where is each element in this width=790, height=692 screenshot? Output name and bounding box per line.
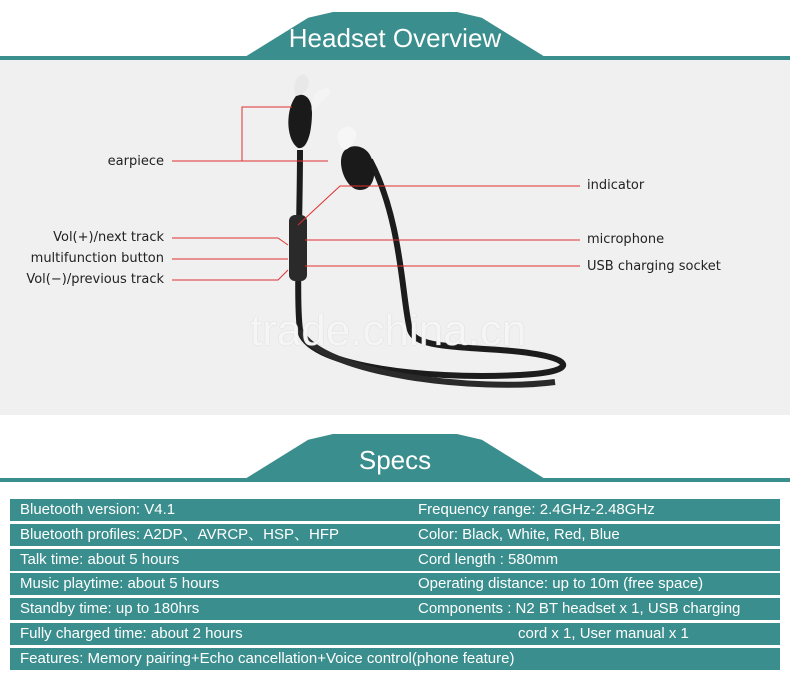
spec-cell-left: Features: Memory pairing+Echo cancellation+Voice control(phone feature) bbox=[20, 650, 515, 667]
label-indicator: indicator bbox=[587, 178, 645, 193]
spec-row bbox=[10, 549, 780, 571]
spec-cell-left: Bluetooth profiles: A2DP、AVRCP、HSP、HFP bbox=[20, 526, 340, 543]
spec-cell-left: Talk time: about 5 hours bbox=[20, 551, 180, 568]
label-vol-down: Vol(−)/previous track bbox=[26, 272, 164, 287]
label-multifunction-button: multifunction button bbox=[30, 251, 164, 266]
label-usb-charging-socket: USB charging socket bbox=[587, 259, 721, 274]
spec-row bbox=[10, 524, 780, 546]
spec-cell-right: cord x 1, User manual x 1 bbox=[518, 625, 689, 642]
spec-row bbox=[10, 648, 780, 670]
spec-cell-right: Color: Black, White, Red, Blue bbox=[418, 526, 620, 543]
label-vol-up: Vol(+)/next track bbox=[53, 230, 164, 245]
spec-cell-right: Operating distance: up to 10m (free space) bbox=[418, 575, 704, 592]
callout-lines bbox=[172, 107, 580, 280]
specs-title: Specs bbox=[358, 445, 432, 475]
left-earbud bbox=[288, 75, 330, 149]
spec-cell-left: Fully charged time: about 2 hours bbox=[20, 625, 243, 642]
label-earpiece: earpiece bbox=[107, 154, 164, 169]
spec-cell-right: Frequency range: 2.4GHz-2.48GHz bbox=[418, 501, 655, 518]
spec-row bbox=[10, 499, 780, 521]
watermark-text: trade.china.cn bbox=[250, 306, 527, 355]
spec-cell-right: Components : N2 BT headset x 1, USB charging bbox=[418, 600, 741, 617]
spec-row bbox=[10, 623, 780, 645]
spec-cell-left: Music playtime: about 5 hours bbox=[20, 575, 220, 592]
specs-header-bar bbox=[0, 478, 790, 482]
spec-row bbox=[10, 598, 780, 620]
specs-header bbox=[0, 422, 790, 482]
spec-cell-left: Standby time: up to 180hrs bbox=[20, 600, 200, 617]
spec-cell-right: Cord length : 580mm bbox=[418, 551, 559, 568]
overview-title: Headset Overview bbox=[288, 23, 502, 53]
spec-row bbox=[10, 573, 780, 595]
spec-cell-left: Bluetooth version: V4.1 bbox=[20, 501, 176, 518]
label-microphone: microphone bbox=[587, 232, 665, 247]
right-earbud bbox=[337, 127, 374, 190]
